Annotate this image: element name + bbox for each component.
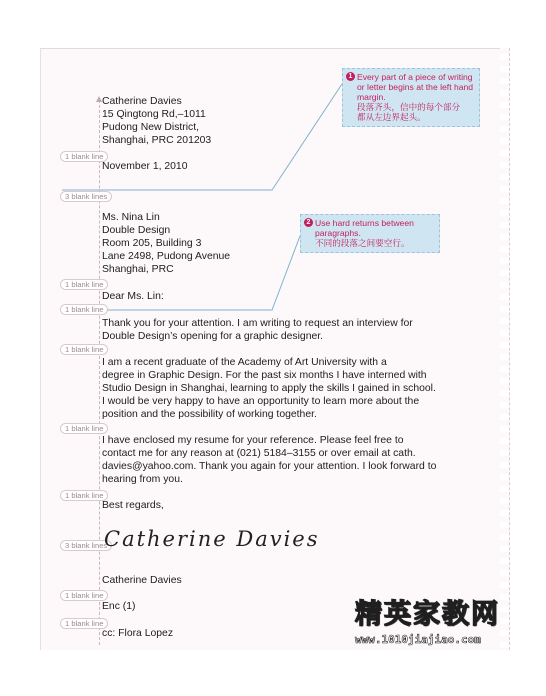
spacing-tag-3-blank: 3 blank lines	[60, 191, 112, 202]
spacing-tag-1-blank: 1 blank line	[60, 590, 108, 601]
paragraph-3-line: hearing from you.	[102, 474, 183, 485]
spacing-tag-3-blank: 3 blank lines	[60, 540, 112, 551]
paragraph-2-line: degree in Graphic Design. For the past six months I have interned with	[102, 370, 427, 381]
note-1-chinese-line-1: 段落齐头，信中的每个部分	[357, 102, 461, 112]
closing: Best regards,	[102, 500, 164, 511]
watermark-chinese: 精英家教网	[355, 599, 500, 630]
paragraph-1-line: Double Design’s opening for a graphic designer.	[102, 331, 324, 342]
paragraph-2-line: Studio Design in Shanghai, learning to apply the skills I gained in school.	[102, 383, 436, 394]
salutation: Dear Ms. Lin:	[102, 291, 164, 302]
spacing-tag-1-blank: 1 blank line	[60, 618, 108, 629]
note-2-english: Use hard returns between paragraphs.	[315, 218, 414, 238]
spacing-tag-1-blank: 1 blank line	[60, 304, 108, 315]
paragraph-3-line: contact me for any reason at (021) 5184–3155 or over email at cath.	[102, 448, 416, 459]
watermark-url: www.1010jiajiao.com	[355, 633, 481, 646]
recipient-company: Double Design	[102, 225, 171, 236]
note-1-chinese-line-2: 都从左边界起头。	[357, 112, 426, 122]
recipient-lane: Lane 2498, Pudong Avenue	[102, 251, 231, 262]
site-watermark	[355, 592, 523, 646]
sender-address-line-2: Pudong New District,	[102, 122, 200, 133]
letter-date: November 1, 2010	[102, 161, 188, 172]
typed-name: Catherine Davies	[102, 575, 182, 586]
sender-name: Catherine Davies	[102, 96, 182, 107]
sender-address-line-1: 15 Qingtong Rd,–1011	[102, 109, 206, 120]
spacing-tag-1-blank: 1 blank line	[60, 151, 108, 162]
annotation-note-2	[300, 214, 440, 253]
paragraph-2-line: position and the possibility of working together.	[102, 409, 317, 420]
recipient-city: Shanghai, PRC	[102, 264, 174, 275]
paragraph-2-line: I would be very happy to have an opportunity to learn more about the	[102, 396, 420, 407]
enclosure: Enc (1)	[102, 601, 136, 612]
note-1-english: Every part of a piece of writing or letter begins at the left hand margin.	[357, 72, 474, 102]
spacing-tag-1-blank: 1 blank line	[60, 279, 108, 290]
paragraph-2-line: I am a recent graduate of the Academy of Art University with a	[102, 357, 387, 368]
cc-line: cc: Flora Lopez	[102, 628, 174, 639]
recipient-room: Room 205, Building 3	[102, 238, 202, 249]
note-2-chinese-line-1: 不同的段落之间要空行。	[315, 238, 410, 248]
annotation-note-1	[342, 68, 480, 127]
handwritten-signature: Catherine Davies	[104, 527, 320, 551]
paragraph-3-line: I have enclosed my resume for your reference. Please feel free to	[102, 435, 404, 446]
recipient-name: Ms. Nina Lin	[102, 212, 160, 223]
sender-address-line-3: Shanghai, PRC 201203	[102, 135, 212, 146]
paragraph-3-line: davies@yahoo.com. Thank you again for your attention. I look forward to	[102, 461, 437, 472]
note-number-badge: 2	[304, 218, 313, 227]
spacing-tag-1-blank: 1 blank line	[60, 490, 108, 501]
note-number-badge: 1	[346, 72, 355, 81]
paragraph-1-line: Thank you for your attention. I am writing to request an interview for	[102, 318, 413, 329]
spacing-tag-1-blank: 1 blank line	[60, 344, 108, 355]
spacing-tag-1-blank: 1 blank line	[60, 423, 108, 434]
